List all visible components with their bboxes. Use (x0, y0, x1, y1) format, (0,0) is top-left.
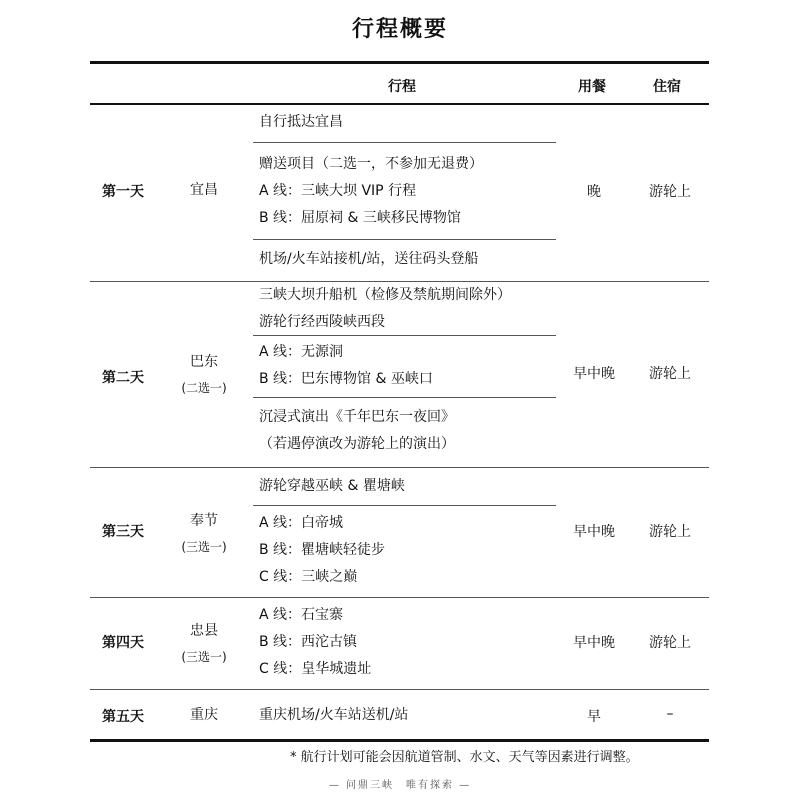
day-3-seg-2-line: B 线：瞿塘峡轻徒步 (259, 542, 386, 558)
day-5-place-name: 重庆 (190, 707, 218, 723)
day-5-seg-1 (259, 702, 408, 729)
day-3-place (160, 508, 248, 560)
day-3-place-note: (三选一) (181, 540, 227, 554)
day-2-place-note: (二选一) (181, 381, 227, 395)
day-1-divider-1 (253, 142, 556, 143)
day-3-seg-2-line: A 线：白帝城 (259, 515, 344, 531)
day-1-place-name: 宜昌 (190, 182, 218, 198)
day-2-place (160, 349, 248, 401)
day-2-seg-2-line: B 线：巴东博物馆 & 巫峡口 (259, 371, 433, 387)
day-5-seg-1-line: 重庆机场/火车站送机/站 (259, 707, 409, 723)
day-2-seg-3-line: 沉浸式演出《千年巴东一夜回》 (259, 409, 455, 425)
day-4-place-note: (三选一) (181, 650, 227, 664)
row-divider-4 (90, 689, 709, 690)
day-2-label: 第二天 (102, 370, 144, 386)
day-1-meals: 晚 (587, 184, 601, 200)
day-2-divider-1 (253, 335, 556, 336)
day-4-seg-1-line: B 线：西沱古镇 (259, 634, 358, 650)
day-4-label: 第四天 (102, 635, 144, 651)
day-3-meals: 早中晚 (573, 524, 615, 540)
day-4-lodging: 游轮上 (649, 635, 691, 651)
page-title: 行程概要 (351, 17, 448, 42)
day-3-seg-2 (259, 510, 385, 591)
day-3-divider-1 (253, 505, 556, 506)
day-1-divider-2 (253, 239, 556, 240)
day-2-seg-1-line: 三峡大坝升船机（检修及禁航期间除外） (259, 287, 511, 303)
day-1-seg-1-line: 自行抵达宜昌 (259, 114, 343, 130)
day-1-seg-3-line: 机场/火车站接机/站，送往码头登船 (259, 251, 479, 267)
header-bottom-rule (90, 103, 709, 105)
day-3-seg-1 (259, 473, 405, 500)
day-2-seg-3-line: （若遇停演改为游轮上的演出） (259, 436, 455, 452)
day-4-place (160, 618, 248, 670)
day-1-place (160, 177, 248, 203)
day-3-label: 第三天 (102, 524, 144, 540)
header-lodging: 住宿 (653, 79, 681, 95)
day-4-meals: 早中晚 (573, 635, 615, 651)
row-divider-2 (90, 467, 709, 468)
day-4-seg-1 (259, 602, 371, 683)
day-3-seg-2-line: C 线：三峡之巅 (259, 569, 358, 585)
footnote: * 航行计划可能会因航道管制、水文、天气等因素进行调整。 (290, 750, 639, 765)
day-2-seg-1-line: 游轮行经西陵峡西段 (259, 314, 385, 330)
day-2-divider-2 (253, 397, 556, 398)
row-divider-3 (90, 597, 709, 598)
day-4-place-name: 忠县 (190, 623, 218, 639)
day-2-seg-1 (259, 282, 511, 336)
day-4-seg-1-line: A 线：石宝寨 (259, 607, 344, 623)
day-2-seg-2-line: A 线：无源洞 (259, 344, 344, 360)
day-5-label: 第五天 (102, 709, 144, 725)
day-1-seg-3 (259, 246, 478, 273)
day-3-seg-1-line: 游轮穿越巫峡 & 瞿塘峡 (259, 478, 405, 494)
day-1-seg-2-line: A 线：三峡大坝 VIP 行程 (259, 183, 417, 199)
day-1-seg-2-line: B 线：屈原祠 & 三峡移民博物馆 (259, 210, 461, 226)
day-5-lodging: – (666, 706, 674, 722)
day-1-seg-1 (259, 109, 343, 136)
day-2-seg-3 (259, 404, 455, 458)
day-2-meals: 早中晚 (573, 366, 615, 382)
table-top-rule (90, 61, 709, 64)
day-2-lodging: 游轮上 (649, 366, 691, 382)
day-1-seg-2-line: 赠送项目（二选一，不参加无退费） (259, 156, 483, 172)
day-5-place (160, 702, 248, 728)
day-4-seg-1-line: C 线：皇华城遗址 (259, 661, 372, 677)
day-2-place-name: 巴东 (190, 354, 218, 370)
day-1-lodging: 游轮上 (649, 184, 691, 200)
footer-slogan: — 问鼎三峡 唯有探索 — (328, 780, 472, 791)
day-3-lodging: 游轮上 (649, 524, 691, 540)
table-bottom-rule (90, 739, 709, 742)
day-5-meals: 早 (587, 709, 601, 725)
day-1-seg-2 (259, 151, 483, 232)
header-itinerary: 行程 (388, 79, 416, 95)
header-meals: 用餐 (578, 79, 606, 95)
day-3-place-name: 奉节 (190, 513, 218, 529)
day-1-label: 第一天 (102, 184, 144, 200)
day-2-seg-2 (259, 339, 433, 393)
